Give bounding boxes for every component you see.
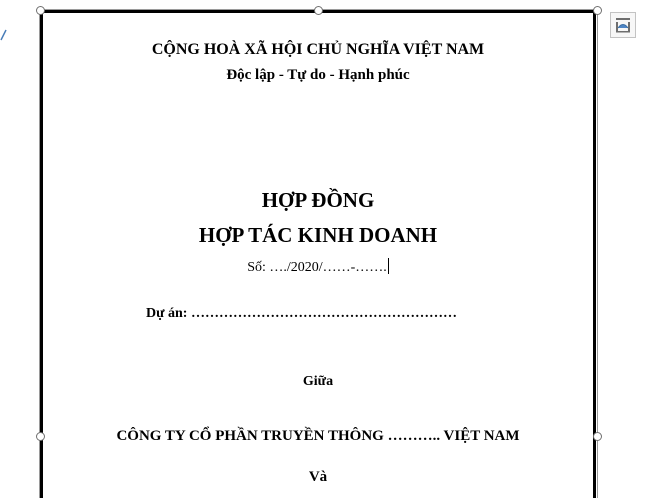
project-label: Dự án:	[146, 306, 188, 321]
national-motto: Độc lập - Tự do - Hạnh phúc	[226, 67, 410, 83]
between-label: Giữa	[302, 374, 334, 389]
layout-options-button[interactable]	[610, 12, 636, 38]
contract-number-line[interactable]	[40, 258, 596, 276]
resize-handle-top-center[interactable]	[314, 6, 323, 15]
layout-options-icon	[611, 13, 635, 37]
project-value: …………………………………………………	[190, 306, 457, 321]
and-label: Và	[308, 469, 328, 485]
contract-number-text: Số: …./2020/……-…….	[247, 260, 387, 275]
contract-subtitle: HỢP TÁC KINH DOANH	[198, 223, 438, 247]
resize-handle-top-left[interactable]	[36, 6, 45, 15]
company-name: CÔNG TY CỔ PHẦN TRUYỀN THÔNG ……….. VIỆT NAM	[116, 428, 520, 444]
national-title: CỘNG HOÀ XÃ HỘI CHỦ NGHĨA VIỆT NAM	[151, 41, 485, 58]
margin-marker-icon	[0, 28, 8, 42]
contract-title: HỢP ĐỒNG	[261, 188, 375, 212]
project-line	[146, 306, 457, 322]
resize-handle-top-right[interactable]	[593, 6, 602, 15]
text-cursor	[388, 258, 389, 274]
